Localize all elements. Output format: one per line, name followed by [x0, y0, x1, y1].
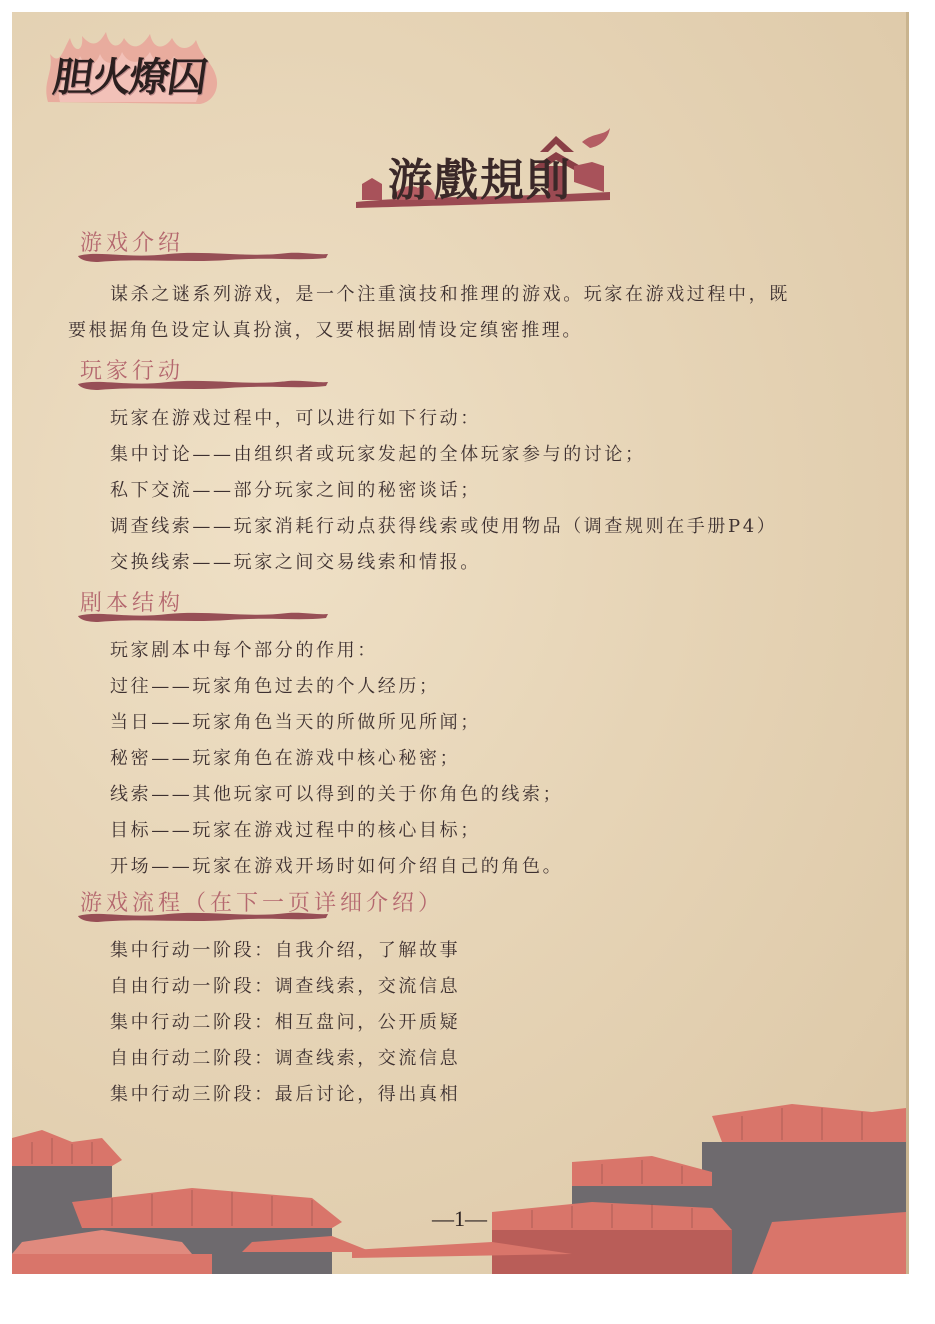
section-heading-label: 剧本结构 [80, 591, 185, 616]
text-line: 集中讨论——由组织者或玩家发起的全体玩家参与的讨论； [110, 444, 646, 465]
page-title: 游戲規則 [388, 155, 572, 206]
text-line: 集中行动三阶段：最后讨论，得出真相 [110, 1084, 461, 1105]
section-heading-label: 游戏流程（在下一页详细介绍） [80, 891, 445, 916]
section-heading-structure [80, 586, 184, 617]
text-line: 目标——玩家在游戏过程中的核心目标； [110, 820, 481, 841]
text-line: 要根据角色设定认真扮演，又要根据剧情设定缜密推理。 [68, 320, 583, 341]
text-line: 自由行动二阶段：调查线索，交流信息 [110, 1048, 461, 1069]
text-line: 玩家剧本中每个部分的作用： [110, 640, 378, 661]
text-line: 集中行动一阶段：自我介绍，了解故事 [110, 940, 461, 961]
section-heading-actions [80, 354, 184, 385]
page-number: —1— [432, 1206, 487, 1231]
text-line: 秘密——玩家角色在游戏中核心秘密； [110, 748, 461, 769]
text-line: 交换线索——玩家之间交易线索和情报。 [110, 552, 481, 573]
rooftops-illustration [12, 1102, 906, 1274]
text-line: 调查线索——玩家消耗行动点获得线索或使用物品（调查规则在手册P4） [110, 516, 778, 537]
text-line: 集中行动二阶段：相互盘问，公开质疑 [110, 1012, 461, 1033]
document-page [12, 12, 906, 1274]
game-logo [40, 32, 222, 108]
section-heading-flow [80, 886, 444, 917]
text-line: 当日——玩家角色当天的所做所见所闻； [110, 712, 481, 733]
text-line: 线索——其他玩家可以得到的关于你角色的线索； [110, 784, 564, 805]
text-line: 私下交流——部分玩家之间的秘密谈话； [110, 480, 481, 501]
title-banner [352, 122, 614, 214]
text-line: 玩家在游戏过程中，可以进行如下行动： [110, 408, 481, 429]
logo-text: 胆火燎囚 [50, 54, 209, 101]
section-heading-intro [80, 226, 184, 257]
section-heading-label: 游戏介绍 [80, 231, 185, 256]
section-heading-label: 玩家行动 [80, 359, 185, 384]
text-line: 自由行动一阶段：调查线索，交流信息 [110, 976, 461, 997]
text-line: 谋杀之谜系列游戏，是一个注重演技和推理的游戏。玩家在游戏过程中，既 [110, 284, 790, 305]
page-edge [906, 12, 909, 1274]
text-line: 过往——玩家角色过去的个人经历； [110, 676, 440, 697]
text-line: 开场——玩家在游戏开场时如何介绍自己的角色。 [110, 856, 564, 877]
